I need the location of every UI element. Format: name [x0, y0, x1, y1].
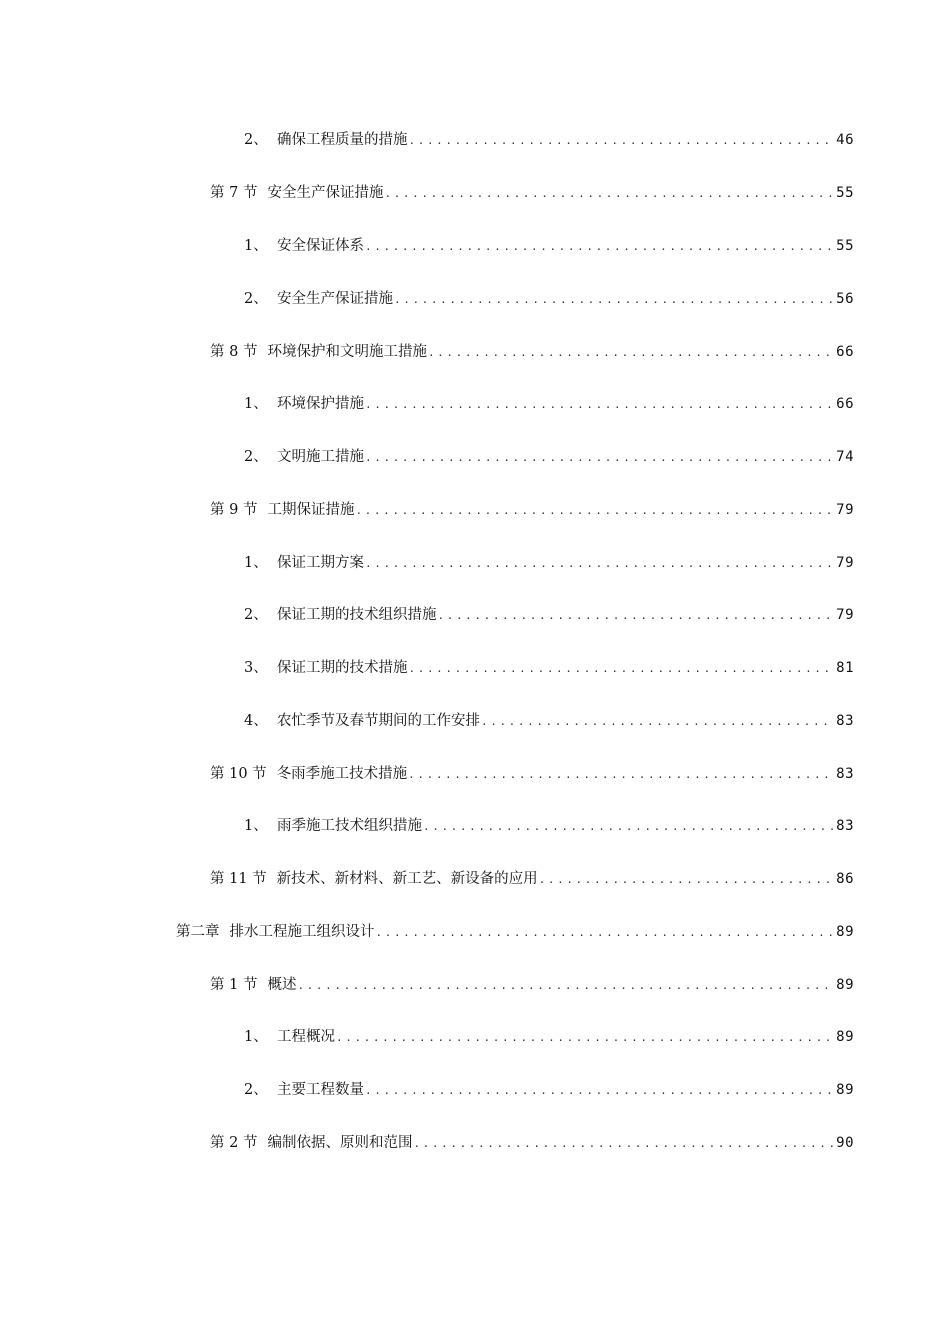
toc-entry-page: 83 [836, 713, 854, 729]
toc-entry-number: 2、 [244, 132, 268, 148]
toc-entry-number: 第 1 节 [210, 977, 258, 993]
toc-entry-title: 安全生产保证措施 [277, 291, 393, 307]
toc-entry[interactable] [244, 126, 854, 150]
toc-entry-title: 冬雨季施工技术措施 [276, 766, 408, 782]
toc-dot-leader [481, 713, 834, 731]
toc-entry[interactable] [244, 443, 854, 467]
toc-entry-page: 81 [836, 660, 854, 676]
toc-entry-title: 保证工期的技术措施 [277, 660, 408, 676]
toc-entry[interactable] [210, 865, 854, 889]
toc-entry-title: 主要工程数量 [277, 1082, 364, 1098]
toc-entry-page: 86 [836, 871, 854, 887]
toc-dot-leader [394, 291, 834, 309]
toc-entry-page: 46 [836, 132, 854, 148]
toc-dot-leader [355, 502, 834, 520]
toc-entry-page: 79 [836, 607, 854, 623]
toc-entry-number: 1、 [244, 1029, 268, 1045]
toc-dot-leader [428, 344, 834, 362]
toc-entry-page: 89 [836, 977, 854, 993]
toc-entry-title: 文明施工措施 [277, 449, 364, 465]
toc-entry-number: 第 9 节 [210, 502, 258, 518]
toc-entry-number: 2、 [244, 607, 268, 623]
toc-entry-title: 雨季施工技术组织措施 [277, 818, 422, 834]
toc-entry-page: 56 [836, 291, 854, 307]
toc-entry-page: 74 [836, 449, 854, 465]
toc-entry-title: 安全生产保证措施 [267, 185, 384, 201]
toc-entry[interactable] [210, 496, 854, 520]
toc-entry-page: 89 [836, 924, 854, 940]
toc-entry[interactable] [244, 1076, 854, 1100]
toc-dot-leader [408, 766, 834, 784]
toc-entry-title: 安全保证体系 [277, 238, 364, 254]
toc-entry[interactable] [244, 390, 854, 414]
toc-entry-title: 环境保护措施 [277, 396, 364, 412]
toc-entry-page: 66 [836, 344, 854, 360]
toc-entry-page: 83 [836, 818, 854, 834]
toc-dot-leader [365, 396, 834, 414]
toc-entry-number: 第二章 [176, 924, 220, 940]
toc-dot-leader [409, 132, 835, 150]
toc-entry-number: 2、 [244, 449, 268, 465]
toc-dot-leader [365, 555, 834, 573]
toc-entry-title: 保证工期的技术组织措施 [277, 607, 437, 623]
toc-entry-number: 1、 [244, 818, 268, 834]
toc-entry-title: 工程概况 [277, 1029, 335, 1045]
toc-entry-number: 第 10 节 [210, 766, 267, 782]
toc-entry[interactable] [244, 812, 854, 836]
toc-dot-leader [423, 818, 834, 836]
toc-entry-page: 90 [836, 1135, 854, 1151]
toc-entry[interactable] [244, 549, 854, 573]
toc-entry[interactable] [210, 338, 854, 362]
toc-dot-leader [384, 185, 834, 203]
toc-entry-number: 2、 [244, 291, 268, 307]
toc-entry-title: 概述 [267, 977, 297, 993]
toc-dot-leader [413, 1135, 834, 1153]
toc-entry-page: 66 [836, 396, 854, 412]
toc-dot-leader [539, 871, 834, 889]
toc-entry[interactable] [210, 760, 854, 784]
toc-entry-page: 83 [836, 766, 854, 782]
toc-entry[interactable] [244, 601, 854, 625]
toc-entry-title: 保证工期方案 [277, 555, 364, 571]
toc-dot-leader [365, 238, 834, 256]
toc-dot-leader [409, 660, 835, 678]
toc-entry-title: 新技术、新材料、新工艺、新设备的应用 [276, 871, 538, 887]
toc-entry-page: 55 [836, 238, 854, 254]
toc-dot-leader [365, 449, 834, 467]
toc-entry-title: 确保工程质量的措施 [277, 132, 408, 148]
toc-entry-number: 2、 [244, 1082, 268, 1098]
toc-entry-number: 第 2 节 [210, 1135, 258, 1151]
toc-entry-page: 79 [836, 502, 854, 518]
toc-entry-number: 1、 [244, 396, 268, 412]
toc-entry-page: 55 [836, 185, 854, 201]
toc-entry-title: 排水工程施工组织设计 [229, 924, 375, 940]
toc-dot-leader [438, 607, 835, 625]
toc-entry[interactable] [244, 285, 854, 309]
toc-entry-number: 第 7 节 [210, 185, 258, 201]
toc-dot-leader [336, 1029, 834, 1047]
toc-entry[interactable] [244, 232, 854, 256]
toc-entry-title: 环境保护和文明施工措施 [267, 344, 427, 360]
toc-dot-leader [376, 924, 835, 942]
toc-dot-leader [297, 977, 834, 995]
toc-entry-number: 第 11 节 [210, 871, 267, 887]
toc-entry-title: 农忙季节及春节期间的工作安排 [277, 713, 480, 729]
toc-entry-page: 89 [836, 1029, 854, 1045]
toc-entry-page: 79 [836, 555, 854, 571]
toc-entry-number: 4、 [244, 713, 268, 729]
toc-entry-page: 89 [836, 1082, 854, 1098]
toc-entry[interactable] [210, 179, 854, 203]
toc-entry[interactable] [210, 971, 854, 995]
toc-entry-title: 工期保证措施 [267, 502, 355, 518]
toc-entry[interactable] [244, 707, 854, 731]
toc-entry-number: 1、 [244, 555, 268, 571]
toc-entry[interactable] [244, 1023, 854, 1047]
toc-entry-title: 编制依据、原则和范围 [267, 1135, 413, 1151]
toc-entry[interactable] [244, 654, 854, 678]
toc-entry-number: 1、 [244, 238, 268, 254]
toc-entry-number: 第 8 节 [210, 344, 258, 360]
toc-entry[interactable] [176, 918, 854, 942]
toc-entry-number: 3、 [244, 660, 268, 676]
toc-dot-leader [365, 1082, 834, 1100]
toc-entry[interactable] [210, 1129, 854, 1153]
